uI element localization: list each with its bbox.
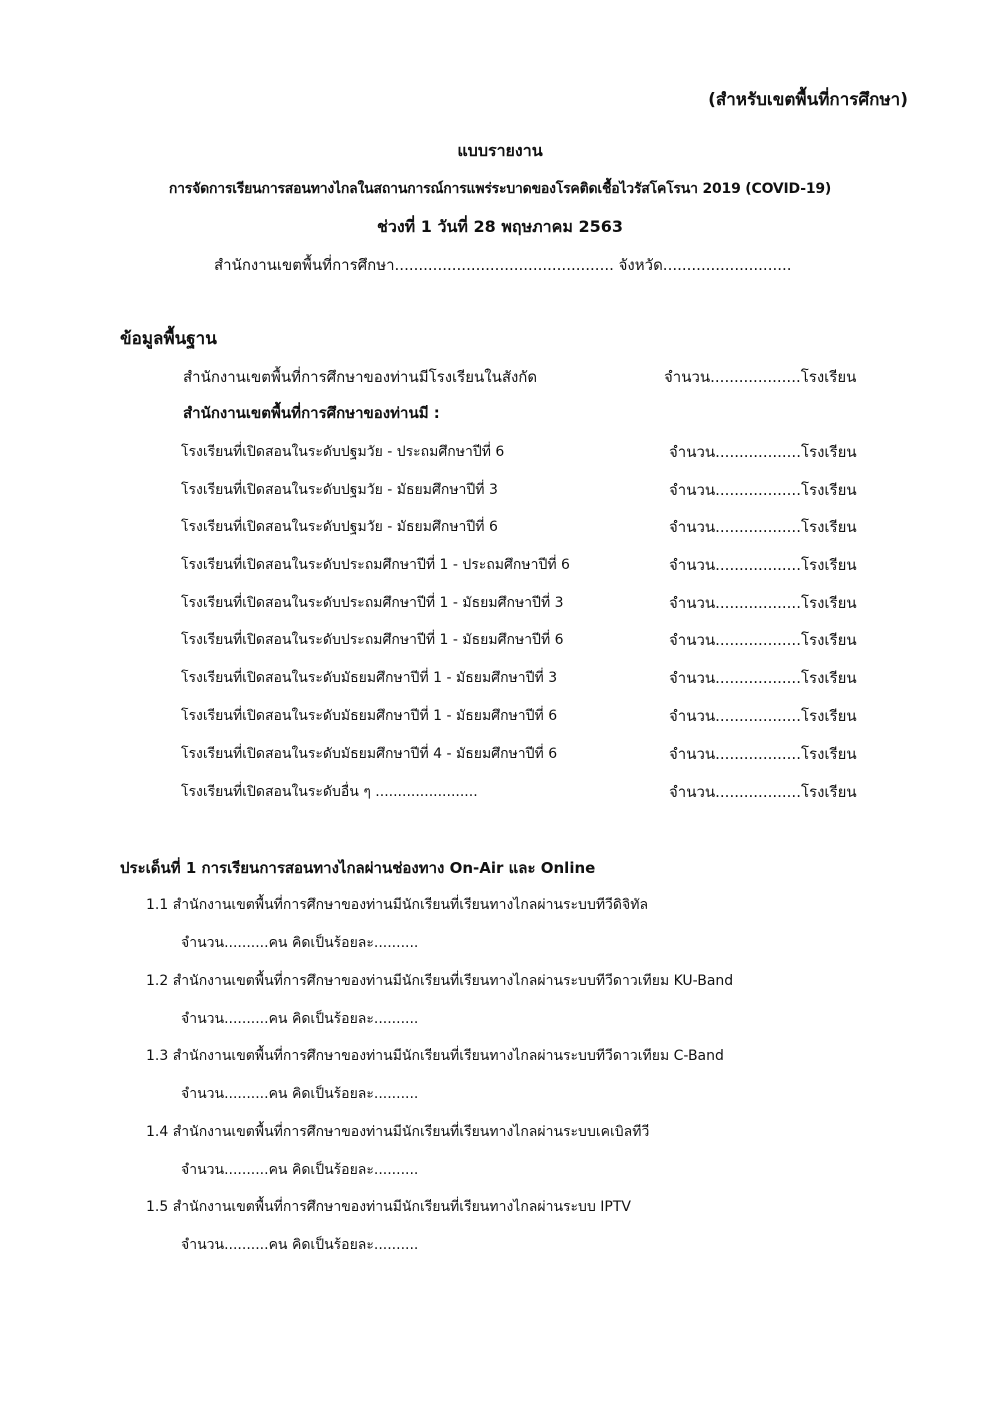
school-level-value: จำนวน..................โรงเรียน [669,594,857,612]
school-level-value: จำนวน..................โรงเรียน [669,783,857,801]
report-subtitle: การจัดการเรียนการสอนทางไกลในสถานการณ์การแพร่ระบาดของโรคติดเชื้อไวรัสโคโรนา 2019 (COVID-19) [168,181,832,197]
school-level-label: โรงเรียนที่เปิดสอนในระดับประถมศึกษาปีที่ 1 - มัธยมศึกษาปีที่ 6 [181,632,564,648]
school-level-label: โรงเรียนที่เปิดสอนในระดับปฐมวัย - มัธยมศึกษาปีที่ 3 [181,482,498,498]
basic-info-subheading: สำนักงานเขตพื้นที่การศึกษาของท่านมี : [183,404,440,422]
school-level-value: จำนวน..................โรงเรียน [669,745,857,763]
school-level-label: โรงเรียนที่เปิดสอนในระดับปฐมวัย - มัธยมศึกษาปีที่ 6 [181,519,498,535]
school-level-label: โรงเรียนที่เปิดสอนในระดับมัธยมศึกษาปีที่ 4 - มัธยมศึกษาปีที่ 6 [181,746,558,762]
office-province-line: สำนักงานเขตพื้นที่การศึกษา.............................................. จังหวัด........................... [214,256,792,274]
school-level-value: จำนวน..................โรงเรียน [669,707,857,725]
school-level-value: จำนวน..................โรงเรียน [669,443,857,461]
total-schools-label: สำนักงานเขตพื้นที่การศึกษาของท่านมีโรงเรียนในสังกัด [183,368,538,386]
issue1-item-count: จำนวน..........คน คิดเป็นร้อยละ.......... [181,1237,419,1253]
issue1-item-count: จำนวน..........คน คิดเป็นร้อยละ.......... [181,1162,419,1178]
document-type-note: (สำหรับเขตพื้นที่การศึกษา) [708,90,908,110]
school-level-value: จำนวน..................โรงเรียน [669,631,857,649]
issue1-heading: ประเด็นที่ 1 การเรียนการสอนทางไกลผ่านช่องทาง On-Air และ Online [120,859,596,877]
report-title: แบบรายงาน [457,141,543,160]
school-level-label: โรงเรียนที่เปิดสอนในระดับอื่น ๆ ....................... [181,784,478,800]
issue1-item-text: 1.3 สำนักงานเขตพื้นที่การศึกษาของท่านมีนักเรียนที่เรียนทางไกลผ่านระบบทีวีดาวเทียม C-Band [146,1048,724,1064]
issue1-item-text: 1.5 สำนักงานเขตพื้นที่การศึกษาของท่านมีนักเรียนที่เรียนทางไกลผ่านระบบ IPTV [146,1199,631,1215]
school-level-value: จำนวน..................โรงเรียน [669,556,857,574]
basic-info-heading: ข้อมูลพื้นฐาน [120,329,217,349]
school-level-label: โรงเรียนที่เปิดสอนในระดับประถมศึกษาปีที่ 1 - มัธยมศึกษาปีที่ 3 [181,595,564,611]
issue1-item-count: จำนวน..........คน คิดเป็นร้อยละ.......... [181,1011,419,1027]
school-level-value: จำนวน..................โรงเรียน [669,669,857,687]
report-period: ช่วงที่ 1 วันที่ 28 พฤษภาคม 2563 [376,217,623,236]
school-level-label: โรงเรียนที่เปิดสอนในระดับมัธยมศึกษาปีที่ 1 - มัธยมศึกษาปีที่ 6 [181,708,558,724]
school-level-label: โรงเรียนที่เปิดสอนในระดับประถมศึกษาปีที่ 1 - ประถมศึกษาปีที่ 6 [181,557,570,573]
school-level-label: โรงเรียนที่เปิดสอนในระดับปฐมวัย - ประถมศึกษาปีที่ 6 [181,444,505,460]
issue1-item-text: 1.2 สำนักงานเขตพื้นที่การศึกษาของท่านมีนักเรียนที่เรียนทางไกลผ่านระบบทีวีดาวเทียม KU-Band [146,973,734,989]
issue1-item-text: 1.1 สำนักงานเขตพื้นที่การศึกษาของท่านมีนักเรียนที่เรียนทางไกลผ่านระบบทีวีดิจิทัล [146,897,649,913]
school-level-label: โรงเรียนที่เปิดสอนในระดับมัธยมศึกษาปีที่ 1 - มัธยมศึกษาปีที่ 3 [181,670,558,686]
issue1-item-count: จำนวน..........คน คิดเป็นร้อยละ.......... [181,935,419,951]
total-schools-value: จำนวน...................โรงเรียน [664,368,857,386]
issue1-item-text: 1.4 สำนักงานเขตพื้นที่การศึกษาของท่านมีนักเรียนที่เรียนทางไกลผ่านระบบเคเบิลทีวี [146,1124,650,1140]
school-level-value: จำนวน..................โรงเรียน [669,518,857,536]
issue1-item-count: จำนวน..........คน คิดเป็นร้อยละ.......... [181,1086,419,1102]
school-level-value: จำนวน..................โรงเรียน [669,481,857,499]
